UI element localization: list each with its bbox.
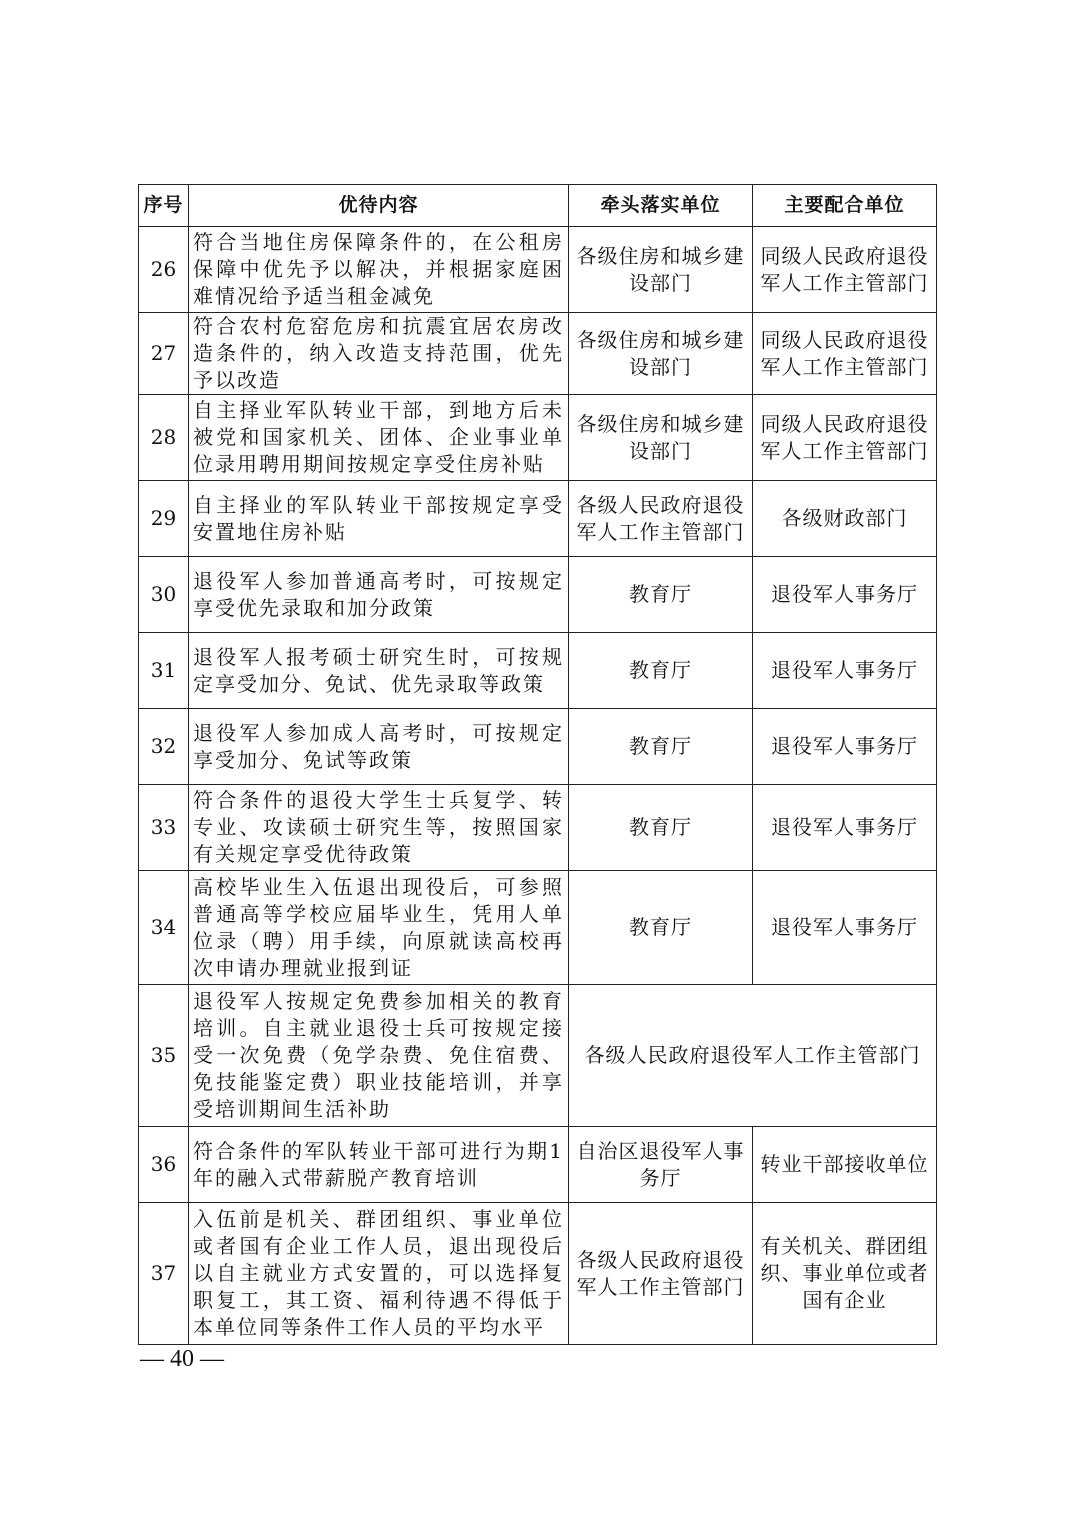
row-number: 35 xyxy=(139,985,189,1127)
lead-unit: 教育厅 xyxy=(569,785,753,871)
table-row xyxy=(139,1127,937,1203)
benefit-content: 退役军人参加普通高考时，可按规定享受优先录取和加分政策 xyxy=(189,557,569,633)
benefit-content: 符合条件的退役大学生士兵复学、转专业、攻读硕士研究生等，按照国家有关规定享受优待政策 xyxy=(189,785,569,871)
benefit-content: 退役军人按规定免费参加相关的教育培训。自主就业退役士兵可按规定接受一次免费（免学杂费、免住宿费、免技能鉴定费）职业技能培训，并享受培训期间生活补助 xyxy=(189,985,569,1127)
table-row xyxy=(139,985,937,1127)
benefit-content: 符合农村危窑危房和抗震宜居农房改造条件的，纳入改造支持范围，优先予以改造 xyxy=(189,313,569,395)
benefit-content: 退役军人参加成人高考时，可按规定享受加分、免试等政策 xyxy=(189,709,569,785)
table-header-row xyxy=(139,185,937,227)
lead-unit: 教育厅 xyxy=(569,709,753,785)
table-row xyxy=(139,395,937,481)
table-row xyxy=(139,313,937,395)
lead-unit: 教育厅 xyxy=(569,633,753,709)
row-number: 31 xyxy=(139,633,189,709)
benefit-content: 自主择业军队转业干部，到地方后未被党和国家机关、团体、企业事业单位录用聘用期间按规定享受住房补贴 xyxy=(189,395,569,481)
table-row xyxy=(139,633,937,709)
header-no: 序号 xyxy=(139,185,189,227)
benefit-content: 入伍前是机关、群团组织、事业单位或者国有企业工作人员，退出现役后以自主就业方式安置的，可以选择复职复工，其工资、福利待遇不得低于本单位同等条件工作人员的平均水平 xyxy=(189,1203,569,1345)
merged-unit-cell: 各级人民政府退役军人工作主管部门 xyxy=(569,985,937,1127)
row-number: 28 xyxy=(139,395,189,481)
benefit-content: 符合条件的军队转业干部可进行为期1年的融入式带薪脱产教育培训 xyxy=(189,1127,569,1203)
row-number: 34 xyxy=(139,871,189,985)
benefit-content: 高校毕业生入伍退出现役后，可参照普通高等学校应届毕业生，凭用人单位录（聘）用手续，向原就读高校再次申请办理就业报到证 xyxy=(189,871,569,985)
table-row xyxy=(139,785,937,871)
support-unit: 同级人民政府退役军人工作主管部门 xyxy=(753,313,937,395)
table-row xyxy=(139,871,937,985)
row-number: 33 xyxy=(139,785,189,871)
support-unit: 各级财政部门 xyxy=(753,481,937,557)
lead-unit: 自治区退役军人事务厅 xyxy=(569,1127,753,1203)
header-support-unit: 主要配合单位 xyxy=(753,185,937,227)
lead-unit: 各级人民政府退役军人工作主管部门 xyxy=(569,481,753,557)
table-row xyxy=(139,1203,937,1345)
lead-unit: 各级住房和城乡建设部门 xyxy=(569,395,753,481)
lead-unit: 各级住房和城乡建设部门 xyxy=(569,313,753,395)
table-row xyxy=(139,557,937,633)
benefits-table xyxy=(138,184,937,1345)
lead-unit: 各级住房和城乡建设部门 xyxy=(569,227,753,313)
table-row xyxy=(139,227,937,313)
row-number: 30 xyxy=(139,557,189,633)
support-unit: 退役军人事务厅 xyxy=(753,557,937,633)
support-unit: 退役军人事务厅 xyxy=(753,871,937,985)
row-number: 27 xyxy=(139,313,189,395)
table-row xyxy=(139,481,937,557)
benefit-content: 退役军人报考硕士研究生时，可按规定享受加分、免试、优先录取等政策 xyxy=(189,633,569,709)
support-unit: 同级人民政府退役军人工作主管部门 xyxy=(753,395,937,481)
page-number: — 40 — xyxy=(140,1346,224,1372)
row-number: 26 xyxy=(139,227,189,313)
table-row xyxy=(139,709,937,785)
support-unit: 有关机关、群团组织、事业单位或者国有企业 xyxy=(753,1203,937,1345)
support-unit: 同级人民政府退役军人工作主管部门 xyxy=(753,227,937,313)
row-number: 29 xyxy=(139,481,189,557)
table-body xyxy=(139,227,937,1345)
header-lead-unit: 牵头落实单位 xyxy=(569,185,753,227)
benefit-content: 自主择业的军队转业干部按规定享受安置地住房补贴 xyxy=(189,481,569,557)
lead-unit: 教育厅 xyxy=(569,871,753,985)
row-number: 37 xyxy=(139,1203,189,1345)
lead-unit: 教育厅 xyxy=(569,557,753,633)
header-content: 优待内容 xyxy=(189,185,569,227)
support-unit: 退役军人事务厅 xyxy=(753,633,937,709)
row-number: 32 xyxy=(139,709,189,785)
benefit-content: 符合当地住房保障条件的，在公租房保障中优先予以解决，并根据家庭困难情况给予适当租金减免 xyxy=(189,227,569,313)
row-number: 36 xyxy=(139,1127,189,1203)
support-unit: 退役军人事务厅 xyxy=(753,709,937,785)
support-unit: 转业干部接收单位 xyxy=(753,1127,937,1203)
lead-unit: 各级人民政府退役军人工作主管部门 xyxy=(569,1203,753,1345)
support-unit: 退役军人事务厅 xyxy=(753,785,937,871)
